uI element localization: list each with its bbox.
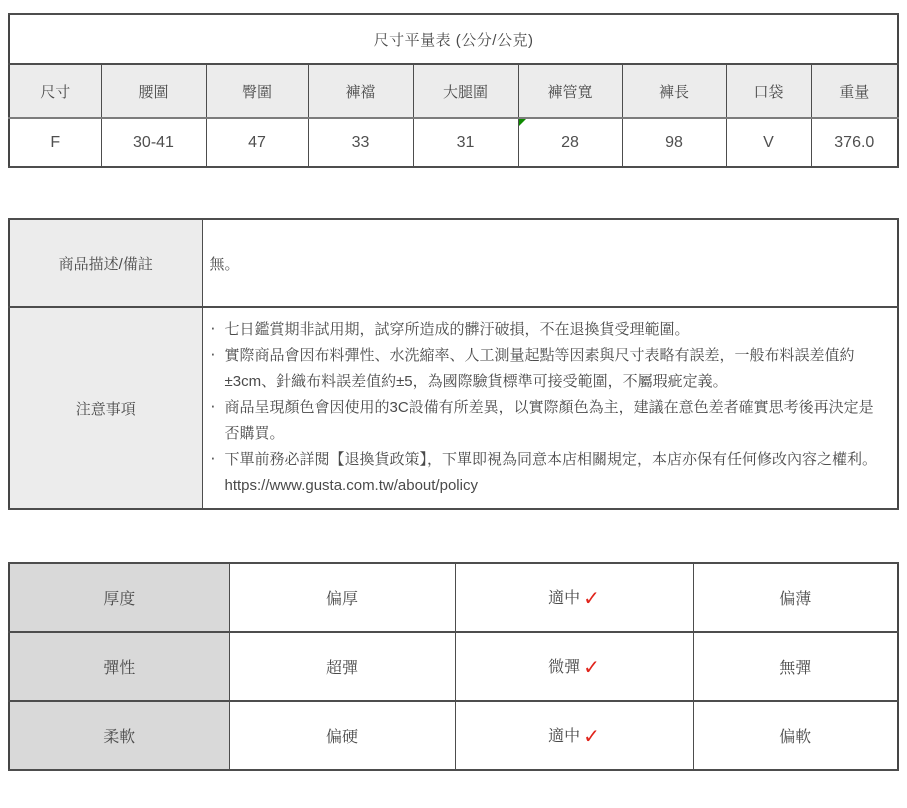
product-info-table [8, 218, 899, 510]
thickness-label-cell: 厚度 [9, 563, 229, 632]
cell-leg-opening [518, 118, 622, 167]
bullet-icon: ‧ [210, 399, 216, 416]
description-row [9, 219, 898, 307]
option-text: 適中 [548, 727, 581, 745]
softness-option-cell-checked [455, 701, 693, 770]
policy-url: https://www.gusta.com.tw/about/policy [224, 477, 478, 494]
notes-list [203, 311, 898, 505]
notes-row [9, 307, 898, 509]
description-value-cell: 無。 [202, 219, 898, 307]
cell-length: 98 [622, 118, 726, 167]
check-icon: ✓ [583, 725, 600, 748]
bullet-icon: ‧ [210, 347, 216, 364]
note-item [209, 395, 884, 447]
cell-pocket: V [726, 118, 811, 167]
green-corner-flag-icon [519, 119, 526, 126]
bullet-icon: ‧ [210, 451, 216, 468]
stretch-option-cell-checked [455, 632, 693, 701]
cell-crotch: 33 [308, 118, 413, 167]
size-table-title-row [9, 14, 898, 64]
note-text: 商品呈現顏色會因使用的3C設備有所差異，以實際顏色為主，建議在意色差者確實思考後再決定是否購買。 [224, 399, 874, 442]
thickness-option-cell: 偏薄 [693, 563, 898, 632]
header-length: 褲長 [622, 64, 726, 118]
softness-row [9, 701, 898, 770]
notes-content-cell [202, 307, 898, 509]
softness-label-cell: 柔軟 [9, 701, 229, 770]
note-text: 下單前務必詳閱【退換貨政策】，下單即視為同意本店相關規定，本店亦保有任何修改內容之權利。 [224, 451, 878, 468]
cell-leg-opening-value: 28 [561, 133, 579, 151]
size-table-data-row [9, 118, 898, 167]
header-weight: 重量 [811, 64, 898, 118]
thickness-row [9, 563, 898, 632]
softness-option-cell: 偏硬 [229, 701, 455, 770]
fabric-feel-table [8, 562, 899, 771]
notes-label-cell: 注意事項 [9, 307, 202, 509]
stretch-option-cell: 無彈 [693, 632, 898, 701]
size-measurement-table [8, 13, 899, 168]
cell-hip: 47 [206, 118, 308, 167]
cell-thigh: 31 [413, 118, 518, 167]
note-text: 實際商品會因布料彈性、水洗縮率、人工測量起點等因素與尺寸表略有誤差，一般布料誤差值約±3cm、針織布料誤差值約±5，為國際驗貨標準可接受範圍，不屬瑕疵定義。 [224, 347, 855, 390]
note-item [209, 343, 884, 395]
stretch-option-cell: 超彈 [229, 632, 455, 701]
option-text: 適中 [548, 589, 581, 607]
thickness-option-cell-checked [455, 563, 693, 632]
note-item [209, 317, 884, 343]
header-hip: 臀圍 [206, 64, 308, 118]
cell-waist: 30-41 [101, 118, 206, 167]
bullet-icon: ‧ [210, 321, 216, 338]
header-pocket: 口袋 [726, 64, 811, 118]
check-icon: ✓ [583, 656, 600, 679]
softness-option-cell: 偏軟 [693, 701, 898, 770]
header-crotch: 褲襠 [308, 64, 413, 118]
cell-weight: 376.0 [811, 118, 898, 167]
stretch-row [9, 632, 898, 701]
header-leg-opening: 褲管寬 [518, 64, 622, 118]
note-text: 七日鑑賞期非試用期，試穿所造成的髒汙破損，不在退換貨受理範圍。 [224, 321, 690, 338]
option-text: 微彈 [548, 658, 581, 676]
description-label-cell: 商品描述/備註 [9, 219, 202, 307]
stretch-label-cell: 彈性 [9, 632, 229, 701]
thickness-option-cell: 偏厚 [229, 563, 455, 632]
cell-size: F [9, 118, 101, 167]
header-size: 尺寸 [9, 64, 101, 118]
size-table-title: 尺寸平量表 (公分/公克) [9, 14, 898, 64]
note-item [209, 447, 884, 499]
size-table-header-row [9, 64, 898, 118]
header-waist: 腰圍 [101, 64, 206, 118]
header-thigh: 大腿圍 [413, 64, 518, 118]
check-icon: ✓ [583, 587, 600, 610]
